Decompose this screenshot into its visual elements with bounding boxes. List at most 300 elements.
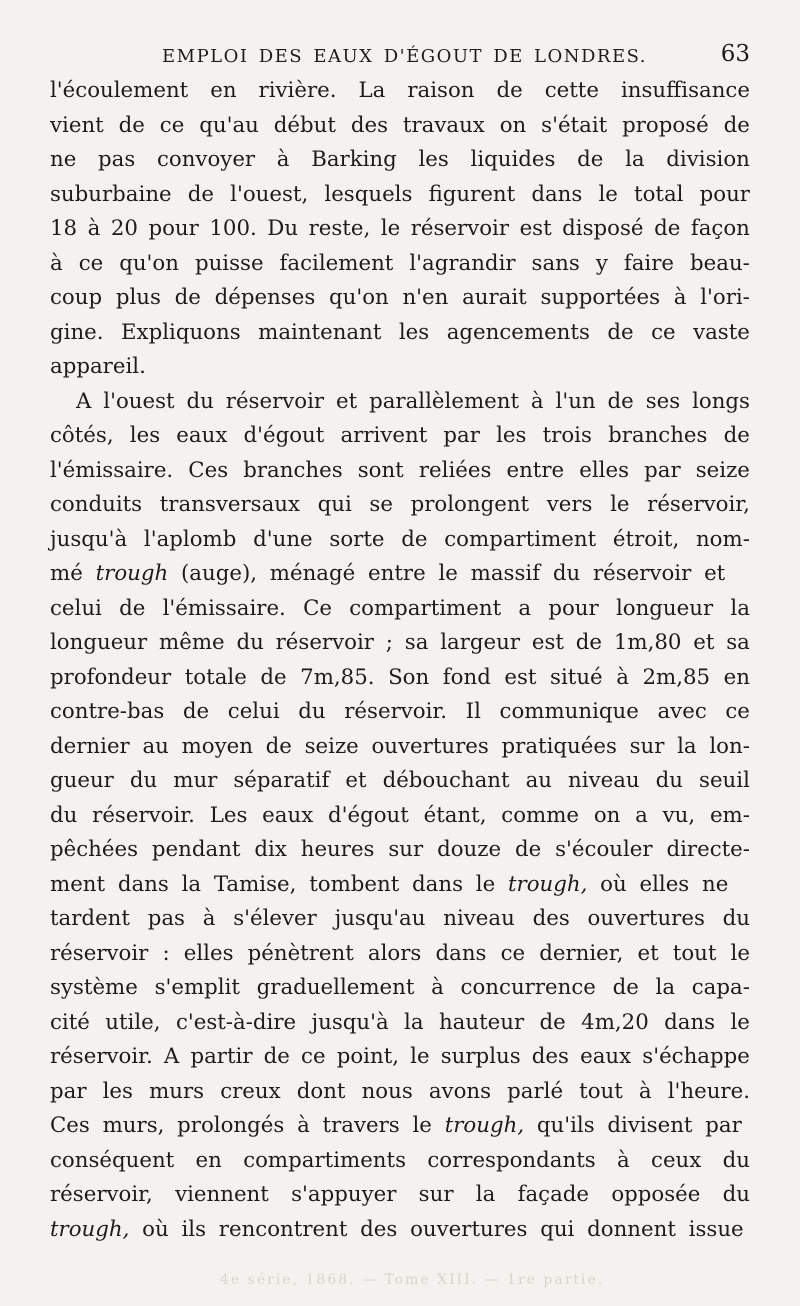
- word: le: [730, 940, 750, 966]
- word: graduellement: [256, 975, 415, 1000]
- word: parlé: [507, 1078, 564, 1104]
- text-line: [50, 488, 750, 523]
- word: vaste: [693, 319, 750, 345]
- word: convoyer: [156, 147, 256, 172]
- word: n'en: [402, 285, 449, 310]
- bleed-through-text: 4e série, 1868. — Tome XIII. — 1re partie.: [220, 1272, 605, 1288]
- text-line: [50, 74, 750, 109]
- word: et: [336, 388, 358, 414]
- word: on: [593, 802, 621, 828]
- word: on: [499, 112, 527, 138]
- word: trois: [542, 423, 592, 448]
- word: réservoir.: [92, 802, 195, 828]
- text-line: [50, 212, 750, 247]
- word: creux: [220, 1078, 281, 1104]
- word: sur: [388, 837, 424, 862]
- word: liquides: [470, 147, 556, 172]
- word: dépenses: [214, 285, 316, 310]
- word: du: [722, 1182, 750, 1207]
- word: qu'on: [328, 285, 389, 310]
- word: ceux: [651, 1147, 702, 1173]
- word: tardent: [50, 906, 130, 931]
- text-line: [50, 868, 750, 903]
- word: pendant: [151, 837, 241, 862]
- word: directe-: [666, 837, 750, 862]
- word: compartiment: [444, 526, 597, 552]
- word: les: [418, 147, 449, 172]
- word: Ce: [303, 595, 332, 621]
- word: suburbaine: [50, 181, 172, 207]
- word: le: [380, 216, 401, 241]
- word: de: [263, 1044, 290, 1069]
- word: du: [655, 768, 683, 793]
- word: par: [644, 457, 681, 483]
- word: jusqu'au: [334, 906, 426, 931]
- text-line: [50, 1006, 750, 1041]
- word: reste,: [308, 216, 371, 241]
- word: fond: [442, 664, 491, 690]
- text-line: [50, 592, 750, 627]
- word: du: [236, 630, 264, 655]
- word: division: [666, 147, 750, 172]
- word: gueur: [50, 768, 114, 793]
- word: longs: [692, 388, 750, 414]
- word: séparatif: [233, 768, 330, 793]
- word: s'élever: [233, 906, 317, 931]
- word: proposé: [622, 112, 709, 138]
- word: réservoir.: [344, 699, 448, 724]
- text-line: [50, 419, 750, 454]
- word: arrivent: [340, 423, 428, 448]
- line-segment: (auge), ménagé entre le massif du réservoir et: [168, 561, 726, 586]
- word: seuil: [699, 768, 750, 793]
- word: murs: [149, 1078, 205, 1104]
- word: de: [496, 78, 523, 103]
- word: réservoir,: [50, 1182, 153, 1207]
- word: y: [595, 250, 608, 276]
- text-line: [50, 1144, 750, 1179]
- word: aurait: [462, 285, 527, 310]
- word: dans: [435, 940, 487, 966]
- word: sont: [357, 457, 404, 483]
- word: ce: [500, 940, 526, 966]
- word: et: [693, 630, 715, 655]
- word: et: [637, 940, 659, 966]
- word: 18: [50, 216, 78, 241]
- word: l'un: [555, 388, 596, 414]
- word: de: [654, 216, 681, 241]
- word: pour: [699, 181, 750, 207]
- word: du: [129, 768, 158, 793]
- word: à: [50, 250, 63, 276]
- word: d'égout: [243, 423, 325, 448]
- word: s'écouler: [555, 837, 653, 862]
- text-line: [50, 661, 750, 696]
- word: à: [87, 216, 101, 241]
- word: prolongent: [410, 492, 530, 517]
- word: facilement: [279, 250, 394, 276]
- word: maintenant: [258, 319, 382, 345]
- word: 20: [110, 216, 138, 241]
- word: mur: [173, 768, 218, 793]
- word: nous: [361, 1078, 413, 1104]
- word: jusqu'à: [50, 526, 128, 552]
- word: sur: [629, 733, 665, 759]
- word: elles: [183, 940, 234, 966]
- word: ses: [645, 388, 681, 414]
- word: à: [530, 388, 544, 414]
- word: par: [50, 1078, 87, 1104]
- word: beau-: [690, 250, 750, 276]
- word: réservoir: [225, 388, 325, 414]
- word: dans: [531, 181, 583, 207]
- word: 100.: [209, 216, 257, 241]
- word: des: [532, 906, 570, 931]
- word: longueur: [50, 630, 148, 655]
- word: au: [142, 733, 169, 759]
- text-line: [50, 385, 750, 420]
- line-text: appareil.: [50, 354, 146, 379]
- word: Les: [209, 802, 248, 828]
- word: ce: [651, 319, 676, 345]
- word: à: [616, 664, 629, 690]
- word: dix: [254, 837, 287, 862]
- word: vu,: [662, 802, 696, 828]
- word: douze: [437, 837, 502, 862]
- text-line: [50, 937, 750, 972]
- word: est: [504, 664, 537, 690]
- word: à: [673, 285, 687, 310]
- word: sa: [404, 630, 429, 655]
- word: de: [401, 526, 428, 552]
- word: début: [273, 112, 336, 138]
- word: se: [369, 492, 393, 517]
- word: Barking: [311, 147, 397, 172]
- word: insuffisance: [620, 78, 750, 103]
- word: viennent: [175, 1182, 269, 1207]
- word: compartiment: [349, 595, 502, 621]
- word: eaux: [580, 1044, 632, 1069]
- text-line: [50, 454, 750, 489]
- word: à: [431, 975, 444, 1000]
- word: les: [496, 423, 527, 448]
- word: à: [276, 147, 290, 172]
- word: supportées: [540, 285, 661, 310]
- word: débouchant: [382, 768, 510, 793]
- word: l'aplomb: [143, 526, 237, 552]
- word: d'une: [253, 526, 313, 552]
- word: transversaux: [159, 492, 300, 517]
- word: l'émissaire.: [50, 457, 174, 483]
- word: pas: [98, 147, 136, 172]
- text-line: [50, 109, 750, 144]
- word: du: [722, 906, 750, 931]
- word: elles: [579, 457, 630, 483]
- word: dans: [664, 1009, 716, 1035]
- word: d'égout: [327, 802, 409, 828]
- text-line: [50, 971, 750, 1006]
- word: sorte: [329, 526, 385, 552]
- word: faire: [623, 250, 675, 276]
- word: le: [610, 492, 630, 517]
- word: l'émissaire.: [162, 595, 286, 621]
- body-text: [50, 74, 750, 1247]
- word: est: [531, 630, 564, 655]
- word: dont: [296, 1078, 346, 1104]
- word: des: [350, 112, 388, 138]
- word: pêchées: [50, 837, 139, 862]
- word: conduits: [50, 492, 143, 517]
- word: total: [634, 181, 684, 207]
- word: sa: [726, 630, 750, 655]
- word: même: [159, 630, 225, 655]
- word: ouvertures: [587, 906, 705, 931]
- word: façade: [517, 1182, 590, 1207]
- word: pratiquées: [501, 733, 617, 759]
- text-line: [50, 523, 750, 558]
- word: eaux: [176, 423, 228, 448]
- word: rivière.: [258, 78, 337, 103]
- line-segment: mé: [50, 561, 96, 586]
- text-line: [50, 557, 750, 592]
- word: des: [531, 1044, 569, 1069]
- word: pénètrent: [247, 940, 354, 966]
- word: sans: [531, 250, 580, 276]
- word: lon-: [709, 733, 750, 759]
- word: le: [598, 181, 618, 207]
- page-header: [50, 41, 750, 74]
- word: eaux: [262, 802, 314, 828]
- word: l'écoulement: [50, 78, 189, 103]
- word: vient: [50, 112, 104, 138]
- word: profondeur: [50, 664, 172, 690]
- italic-term: trough: [95, 561, 169, 586]
- word: de: [260, 664, 287, 690]
- word: la: [475, 1182, 496, 1207]
- word: étroit,: [612, 526, 680, 552]
- line-segment: où ils rencontrent des ouvertures qui donnent issue: [129, 1216, 744, 1242]
- word: nom-: [695, 526, 750, 552]
- word: celui: [50, 595, 102, 621]
- word: longueur: [615, 595, 714, 621]
- word: et: [345, 768, 367, 793]
- word: correspondants: [427, 1147, 596, 1173]
- text-line: [50, 1075, 750, 1110]
- word: au: [525, 768, 553, 793]
- word: vers: [546, 492, 593, 517]
- word: La: [358, 78, 386, 103]
- word: à: [638, 1078, 652, 1104]
- word: :: [162, 940, 170, 966]
- word: ce: [78, 250, 104, 276]
- word: étant,: [423, 802, 487, 828]
- word: l'ouest: [103, 388, 175, 414]
- word: de: [577, 147, 604, 172]
- word: situé: [550, 664, 603, 690]
- word: comme: [501, 802, 580, 828]
- word: à: [202, 906, 216, 931]
- word: de: [575, 630, 603, 655]
- word: parallèlement: [369, 388, 520, 414]
- word: em-: [709, 802, 750, 828]
- word: le: [410, 1044, 430, 1069]
- word: capa-: [691, 975, 750, 1000]
- text-line: [50, 178, 750, 213]
- word: réservoir.: [50, 1044, 153, 1069]
- word: 4m,20: [581, 1009, 649, 1035]
- word: s'échappe: [642, 1044, 750, 1069]
- word: ne: [50, 147, 77, 172]
- word: tout: [672, 940, 717, 966]
- word: communique: [499, 699, 639, 724]
- word: seize: [695, 457, 750, 483]
- word: du: [298, 699, 326, 724]
- word: de: [174, 285, 201, 310]
- word: Il: [465, 699, 481, 724]
- text-line: [50, 1178, 750, 1213]
- line-segment: ment dans la Tamise, tombent dans le: [50, 871, 508, 897]
- text-line: [50, 143, 750, 178]
- text-line: [50, 764, 750, 799]
- word: A: [76, 388, 92, 414]
- word: raison: [407, 78, 475, 103]
- text-line: [50, 247, 750, 282]
- word: le: [730, 1009, 750, 1035]
- word: la: [625, 147, 645, 172]
- word: Ces: [188, 457, 229, 483]
- word: 7m,85.: [300, 664, 375, 690]
- word: concurrence: [460, 975, 596, 1000]
- word: coup: [50, 285, 103, 310]
- word: reliées: [418, 457, 492, 483]
- word: seize: [304, 733, 359, 759]
- word: pour: [148, 216, 199, 241]
- word: plus: [115, 285, 161, 310]
- word: puisse: [194, 250, 264, 276]
- word: celui: [227, 699, 280, 724]
- word: réservoir: [50, 940, 149, 966]
- word: avec: [657, 699, 707, 724]
- word: jusqu'à: [311, 1009, 389, 1035]
- word: Expliquons: [121, 319, 241, 345]
- running-title: EMPLOI DES EAUX D'ÉGOUT DE LONDRES.: [162, 46, 648, 67]
- word: qui: [317, 492, 352, 517]
- word: contre-bas: [50, 699, 165, 724]
- word: en: [210, 78, 237, 103]
- word: moyen: [181, 733, 253, 759]
- word: 1m,80: [613, 630, 682, 655]
- word: niveau: [443, 906, 515, 931]
- text-line: [50, 316, 750, 351]
- word: ce: [301, 1044, 326, 1069]
- text-line: [50, 281, 750, 316]
- word: dernier,: [539, 940, 624, 966]
- word: de: [265, 733, 292, 759]
- text-line: [50, 799, 750, 834]
- word: l'heure.: [667, 1078, 750, 1104]
- word: la: [655, 975, 676, 1000]
- word: branches: [608, 423, 708, 448]
- text-line: [50, 626, 750, 661]
- word: partir: [190, 1044, 253, 1069]
- line-segment: où elles ne: [587, 871, 729, 897]
- word: en: [723, 664, 750, 690]
- word: s'emplit: [154, 975, 240, 1000]
- word: qu'on: [119, 250, 179, 276]
- word: réservoir,: [647, 492, 750, 517]
- word: réservoir: [275, 630, 374, 655]
- word: ouvertures: [371, 733, 489, 759]
- word: ce: [159, 112, 185, 138]
- word: l'ori-: [700, 285, 750, 310]
- word: surplus: [440, 1044, 521, 1069]
- word: A: [163, 1044, 180, 1069]
- word: niveau: [568, 768, 640, 793]
- word: opposée: [611, 1182, 701, 1207]
- word: hauteur: [438, 1009, 525, 1035]
- word: pas: [147, 906, 185, 931]
- word: système: [50, 975, 138, 1000]
- word: a: [518, 595, 532, 621]
- text-line: [50, 1213, 750, 1248]
- word: Son: [388, 664, 430, 690]
- word: agencements: [446, 319, 590, 345]
- word: dernier: [50, 733, 130, 759]
- word: qu'au: [199, 112, 259, 138]
- word: cette: [544, 78, 599, 103]
- italic-term: trough,: [507, 871, 588, 897]
- word: tout: [579, 1078, 623, 1104]
- text-line: [50, 902, 750, 937]
- word: s'était: [541, 112, 608, 138]
- word: de: [607, 388, 634, 414]
- word: travaux: [402, 112, 485, 138]
- text-line: [50, 1109, 750, 1144]
- word: Du: [267, 216, 299, 241]
- word: est: [519, 216, 552, 241]
- word: de: [118, 112, 145, 138]
- word: l'ouest,: [230, 181, 309, 207]
- word: de: [607, 319, 634, 345]
- word: façon: [690, 216, 750, 241]
- word: les: [102, 1078, 133, 1104]
- word: alors: [367, 940, 422, 966]
- word: a: [635, 802, 648, 828]
- word: du: [186, 388, 214, 414]
- word: lesquels: [324, 181, 413, 207]
- word: du: [50, 802, 78, 828]
- word: disposé: [562, 216, 644, 241]
- word: côtés,: [50, 423, 114, 448]
- word: l'agrandir: [409, 250, 516, 276]
- word: la: [730, 595, 750, 621]
- word: réservoir: [410, 216, 510, 241]
- italic-term: trough,: [444, 1113, 525, 1138]
- word: pour: [548, 595, 599, 621]
- word: de: [723, 423, 750, 448]
- text-line: [50, 833, 750, 868]
- word: s'appuyer: [291, 1182, 397, 1207]
- word: de: [723, 112, 750, 138]
- word: branches: [243, 457, 343, 483]
- line-segment: qu'ils divisent par: [524, 1113, 742, 1138]
- word: c'est-à-dire: [175, 1009, 297, 1035]
- word: ce: [725, 699, 750, 724]
- word: largeur: [440, 630, 521, 655]
- word: de: [182, 699, 210, 724]
- word: les: [398, 319, 430, 345]
- word: compartiments: [243, 1147, 407, 1173]
